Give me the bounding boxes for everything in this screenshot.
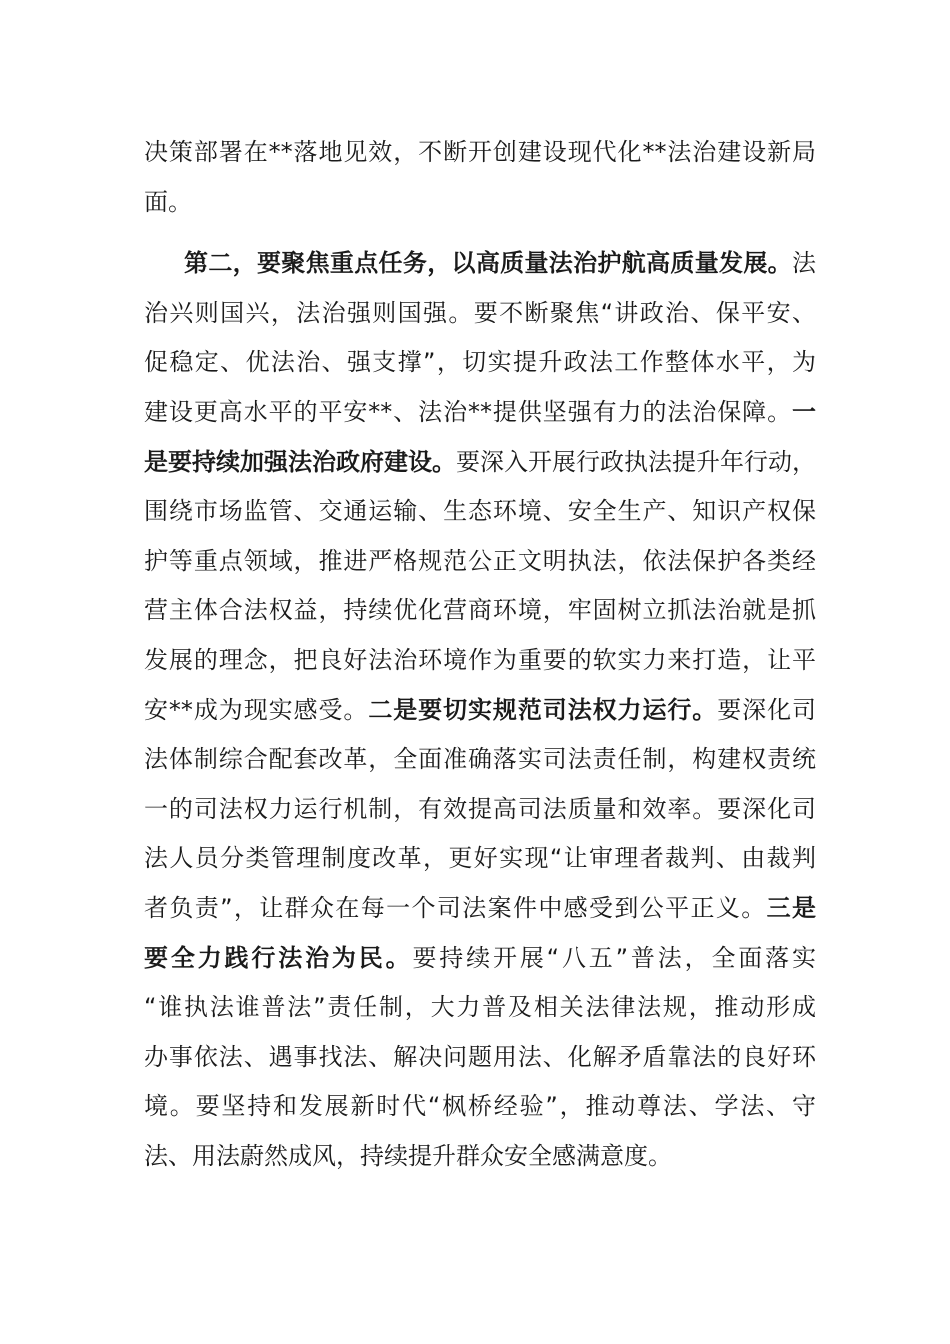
bold-heading: 三是 [766, 893, 817, 922]
text-line: 办事依法、遇事找法、解决问题用法、化解矛盾靠法的良好环 [144, 1042, 816, 1071]
text-line [144, 884, 816, 934]
document-body [144, 128, 816, 1181]
text-line [144, 239, 816, 289]
bold-heading: 是要持续加强法治政府建设。 [144, 447, 456, 476]
text-line [144, 438, 816, 488]
line-text: 要深入开展行政执法提升年行动， [456, 447, 816, 476]
line-text: 安**成为现实感受。 [144, 695, 369, 724]
bold-heading: 要全力践行法治为民。 [144, 943, 413, 972]
line-text: 要持续开展“八五”普法，全面落实 [412, 943, 816, 972]
line-text: 法 [792, 249, 816, 278]
text-line [144, 388, 816, 438]
text-line: 发展的理念，把良好法治环境作为重要的软实力来打造，让平 [144, 645, 816, 674]
line-text: 建设更高水平的平安**、法治**提供坚强有力的法治保障。 [144, 397, 792, 426]
text-line: “谁执法谁普法”责任制，大力普及相关法律法规，推动形成 [144, 993, 816, 1022]
paragraph-gap [144, 227, 816, 239]
paragraph-1 [144, 128, 816, 227]
text-line: 法、用法蔚然成风，持续提升群众安全感满意度。 [144, 1141, 672, 1170]
text-line: 决策部署在**落地见效，不断开创建设现代化**法治建设新局 [144, 138, 816, 166]
text-line: 境。要坚持和发展新时代“枫桥经验”，推动尊法、学法、守 [144, 1092, 816, 1121]
text-line: 一的司法权力运行机制，有效提高司法质量和效率。要深化司 [144, 794, 816, 823]
bold-heading: 第二，要聚焦重点任务，以高质量法治护航高质量发展。 [184, 249, 792, 278]
text-line: 围绕市场监管、交通运输、生态环境、安全生产、知识产权保 [144, 497, 816, 526]
line-text: 者负责”，让群众在每一个司法案件中感受到公平正义。 [144, 893, 767, 922]
line-text: 要深化司 [717, 695, 817, 724]
text-line: 治兴则国兴，法治强则国强。要不断聚焦“讲政治、保平安、 [144, 298, 816, 327]
text-line: 法体制综合配套改革，全面准确落实司法责任制，构建权责统 [144, 745, 816, 774]
bold-heading: 一 [792, 397, 816, 426]
text-line: 营主体合法权益，持续优化营商环境，牢固树立抓法治就是抓 [144, 596, 816, 625]
text-line [144, 934, 816, 984]
bold-heading: 二是要切实规范司法权力运行。 [368, 695, 718, 724]
text-line [144, 686, 816, 736]
text-line: 法人员分类管理制度改革，更好实现“让审理者裁判、由裁判 [144, 844, 816, 873]
text-line: 护等重点领域，推进严格规范公正文明执法，依法保护各类经 [144, 546, 816, 575]
text-line: 面。 [144, 187, 192, 216]
paragraph-2 [144, 239, 816, 1181]
text-line: 促稳定、优法治、强支撑”，切实提升政法工作整体水平，为 [144, 348, 816, 377]
